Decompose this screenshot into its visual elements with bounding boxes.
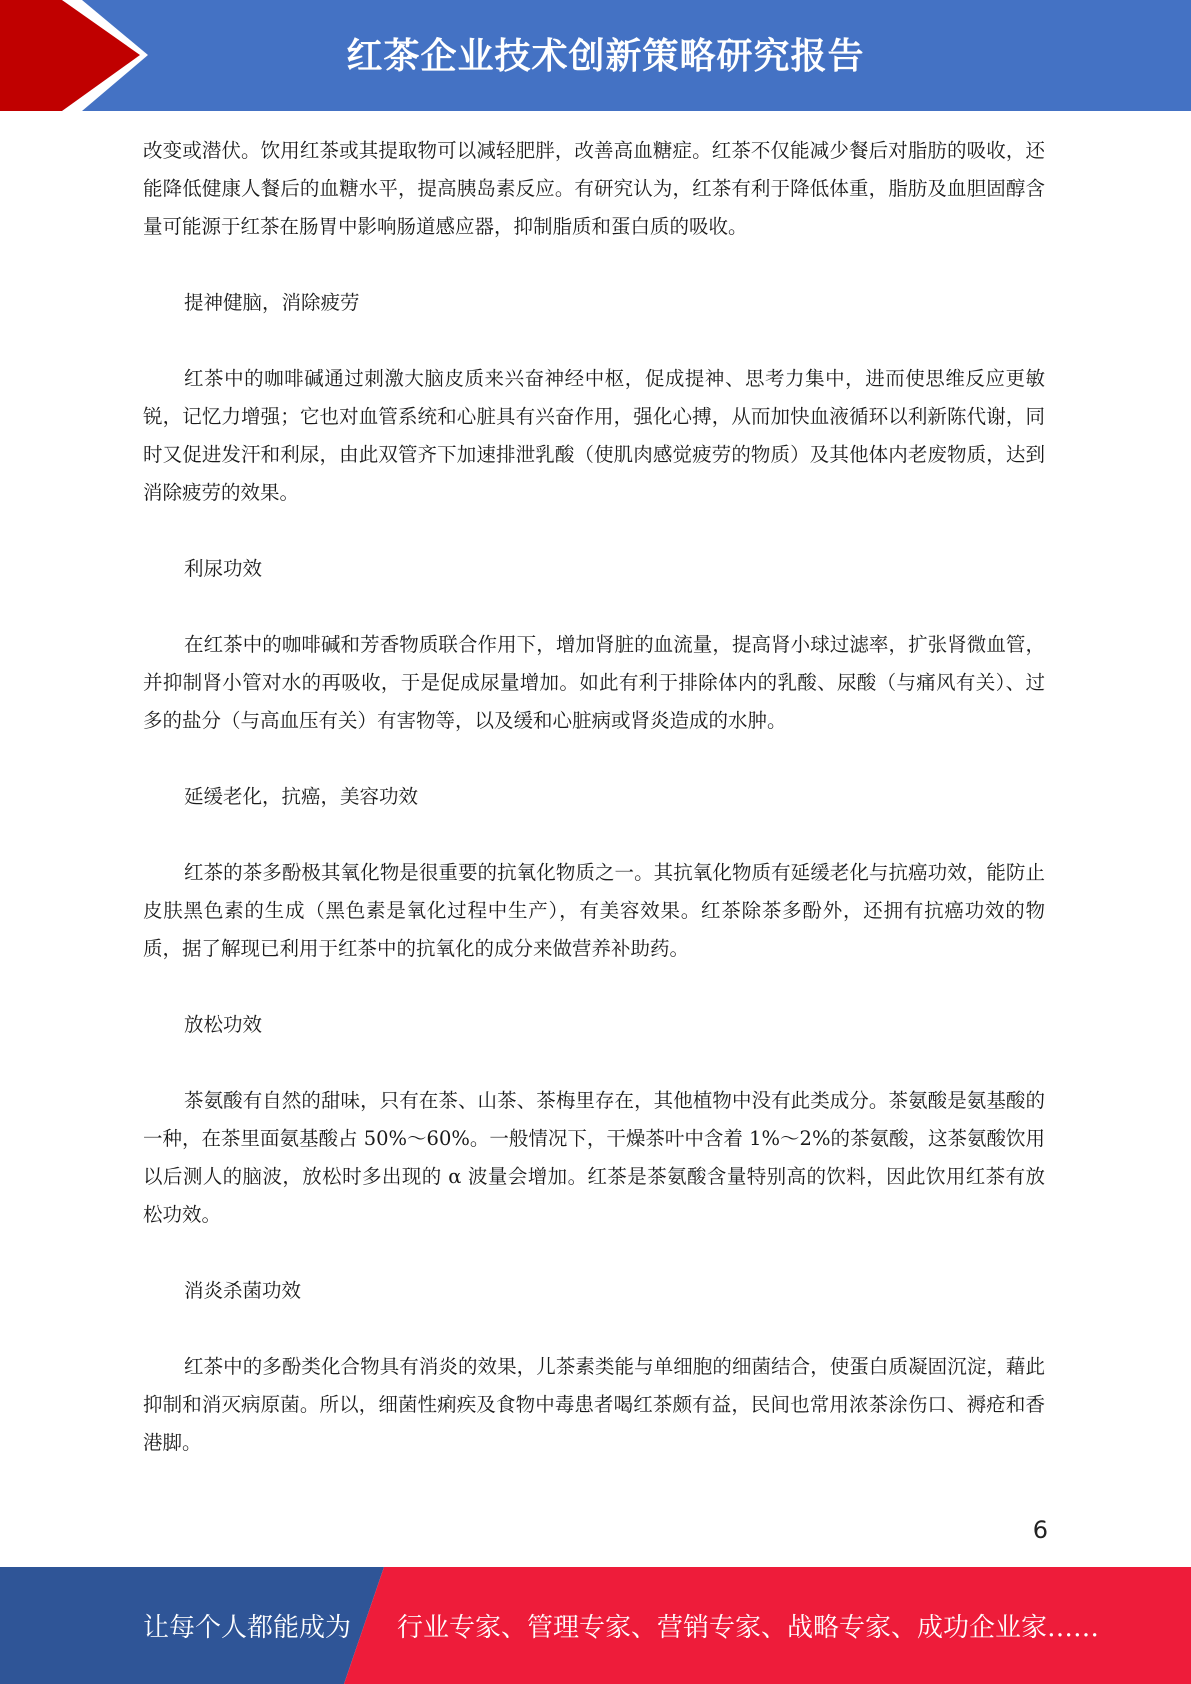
- section-heading-relax: 放松功效: [184, 1013, 263, 1036]
- page-footer: [0, 1567, 1191, 1684]
- paragraph-relax: 茶氨酸有自然的甜味，只有在茶、山茶、茶梅里存在，其他植物中没有此类成分。茶氨酸是氨基酸的一种，在茶里面氨基酸占 50%～60%。一般情况下，干燥茶叶中含着 1%～2%的茶氨酸，这茶氨酸饮用以后测人的脑波，放松时多出现的 α 波量会增加。红茶是茶氨酸含量特别高的饮料，因此饮用红茶有放松功效。: [143, 1089, 1045, 1226]
- section-heading-anti-aging: 延缓老化，抗癌，美容功效: [184, 785, 419, 808]
- paragraph-antibacterial: 红茶中的多酚类化合物具有消炎的效果，儿茶素类能与单细胞的细菌结合，使蛋白质凝固沉淀，藉此抑制和消灭病原菌。所以，细菌性痢疾及食物中毒患者喝红茶颇有益，民间也常用浓茶涂伤口、褥疮和香港脚。: [143, 1355, 1045, 1454]
- paragraph-refresh: 红茶中的咖啡碱通过刺激大脑皮质来兴奋神经中枢，促成提神、思考力集中，进而使思维反应更敏锐，记忆力增强；它也对血管系统和心脏具有兴奋作用，强化心搏，从而加快血液循环以利新陈代谢，同时又促进发汗和利尿，由此双管齐下加速排泄乳酸（使肌肉感觉疲劳的物质）及其他体内老废物质，达到消除疲劳的效果。: [143, 367, 1045, 504]
- paragraph-weight-loss: 改变或潜伏。饮用红茶或其提取物可以减轻肥胖，改善高血糖症。红茶不仅能减少餐后对脂肪的吸收，还能降低健康人餐后的血糖水平，提高胰岛素反应。有研究认为，红茶有利于降低体重，脂肪及血胆固醇含量可能源于红茶在肠胃中影响肠道感应器，抑制脂质和蛋白质的吸收。: [143, 139, 1045, 238]
- paragraph-anti-aging: 红茶的茶多酚极其氧化物是很重要的抗氧化物质之一。其抗氧化物质有延缓老化与抗癌功效，能防止皮肤黑色素的生成（黑色素是氧化过程中生产），有美容效果。红茶除茶多酚外，还拥有抗癌功效的物质，据了解现已利用于红茶中的抗氧化的成分来做营养补助药。: [143, 861, 1045, 960]
- paragraph-diuretic: 在红茶中的咖啡碱和芳香物质联合作用下，增加肾脏的血流量，提高肾小球过滤率，扩张肾微血管，并抑制肾小管对水的再吸收，于是促成尿量增加。如此有利于排除体内的乳酸、尿酸（与痛风有关）、过多的盐分（与高血压有关）有害物等，以及缓和心脏病或肾炎造成的水肿。: [143, 633, 1045, 732]
- footer-slogan-left: 让每个人都能成为: [143, 1613, 352, 1643]
- document-body: [143, 132, 1045, 1500]
- page-header: [0, 0, 1191, 111]
- section-heading-antibacterial: 消炎杀菌功效: [184, 1279, 302, 1302]
- page-number: 6: [1032, 1516, 1048, 1544]
- document-title: 红茶企业技术创新策略研究报告: [346, 35, 865, 77]
- section-heading-diuretic: 利尿功效: [184, 557, 263, 580]
- section-heading-refresh: 提神健脑，消除疲劳: [184, 291, 360, 314]
- footer-slogan-right: 行业专家、管理专家、营销专家、战略专家、成功企业家……: [397, 1613, 1100, 1643]
